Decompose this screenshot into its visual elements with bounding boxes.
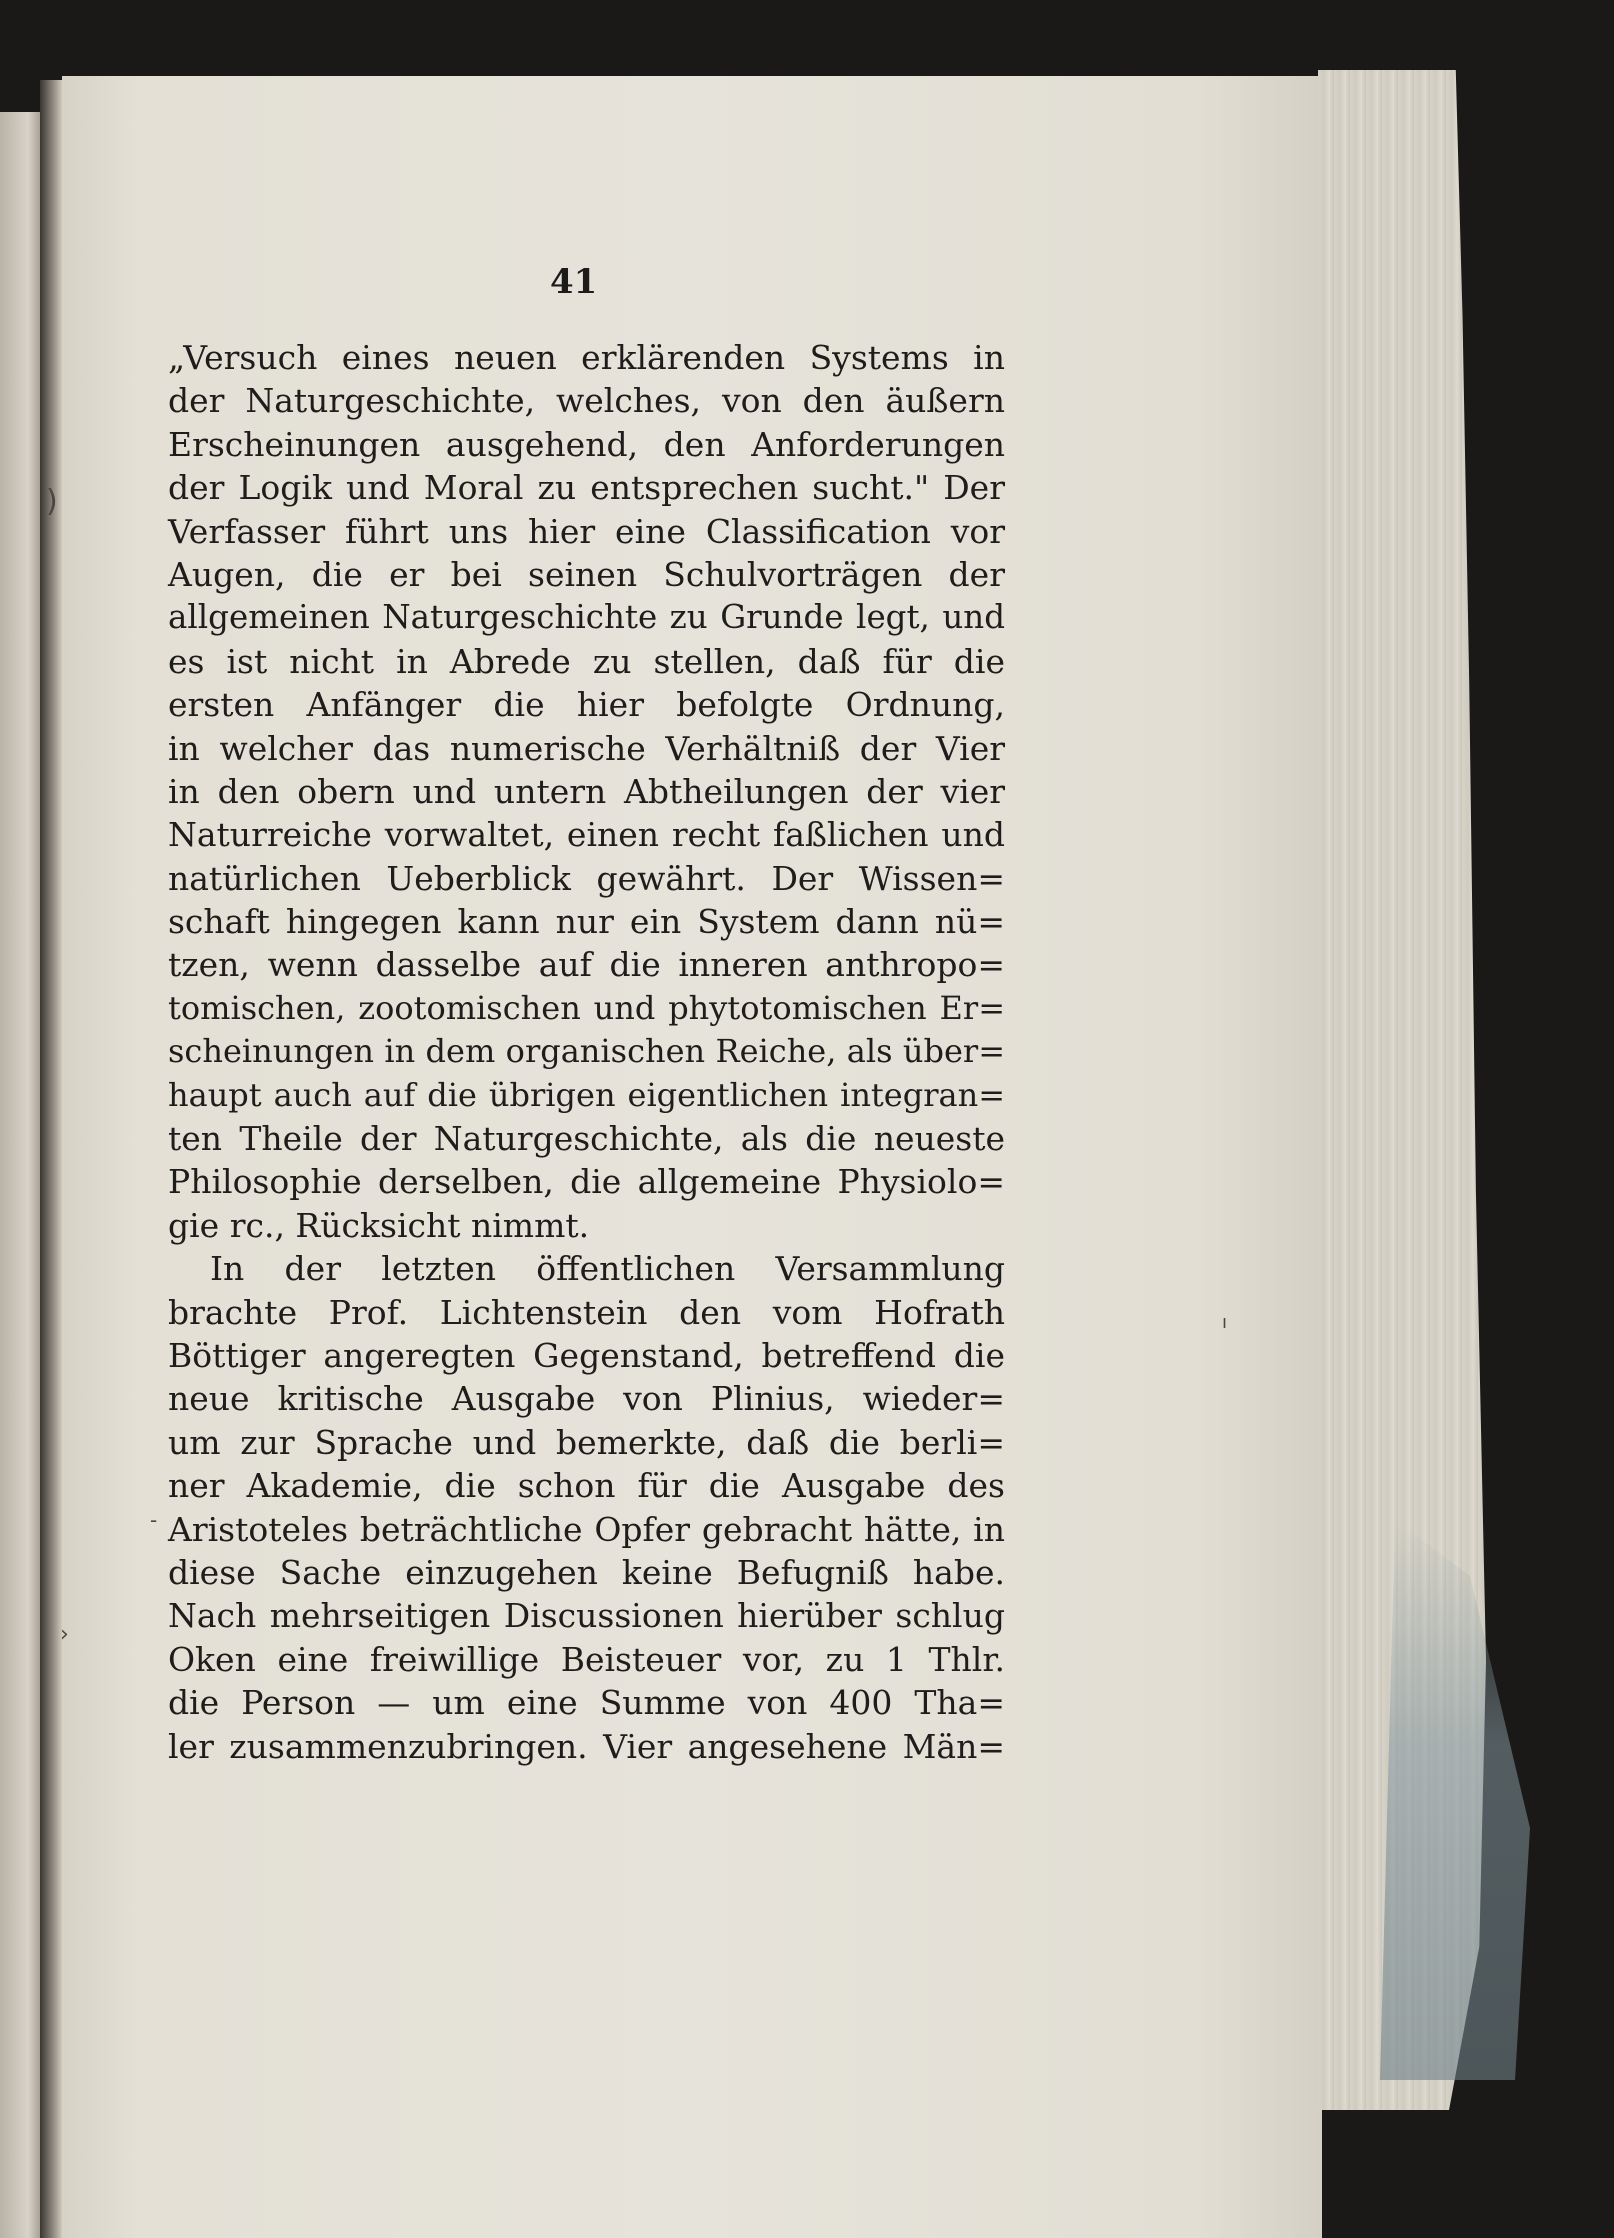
text-line: natürlichen Ueberblick gewährt. Der Wissen= [168, 858, 1005, 898]
text-line: Oken eine freiwillige Beisteuer vor, zu 1 Thlr. [168, 1639, 1005, 1679]
text-line: der Naturgeschichte, welches, von den äußern [168, 381, 1005, 421]
text-line: es ist nicht in Abrede zu stellen, daß für die [168, 641, 1005, 681]
text-line: ner Akademie, die schon für die Ausgabe des [168, 1466, 1005, 1506]
text-line: in den obern und untern Abtheilungen der vier [168, 771, 1005, 811]
left-page-edge [0, 112, 40, 2238]
text-line: der Logik und Moral zu entsprechen sucht." Der [168, 468, 1005, 508]
book-gutter [40, 80, 62, 2238]
text-line: Verfasser führt uns hier eine Classification vor [168, 511, 1005, 551]
text-line: ersten Anfänger die hier befolgte Ordnung, [168, 685, 1005, 725]
text-line: Augen, die er bei seinen Schulvorträgen der [168, 554, 1005, 594]
text-line: Naturreiche vorwaltet, einen recht faßlichen und [168, 815, 1005, 855]
text-line: gie rc., Rücksicht nimmt. [168, 1205, 590, 1245]
text-line: um zur Sprache und bemerkte, daß die berli= [168, 1422, 1005, 1462]
text-line: schaft hingegen kann nur ein System dann nü= [168, 902, 1005, 942]
text-line: tzen, wenn dasselbe auf die inneren anthropo= [168, 945, 1005, 985]
text-line: tomischen, zootomischen und phytotomischen Er= [168, 988, 1005, 1027]
text-line: In der letzten öffentlichen Versammlung [210, 1249, 1005, 1289]
text-line: die Person — um eine Summe von 400 Tha= [168, 1683, 1005, 1723]
text-line: ten Theile der Naturgeschichte, als die neueste [168, 1119, 1005, 1159]
text-line: haupt auch auf die übrigen eigentlichen integran= [168, 1075, 1005, 1114]
page-edge-shadow [1380, 1520, 1530, 2080]
body-text [168, 336, 1005, 1768]
text-line: neue kritische Ausgabe von Plinius, wieder= [168, 1379, 1005, 1419]
text-line: Philosophie derselben, die allgemeine Physiolo= [168, 1162, 1005, 1202]
text-line: ler zusammenzubringen. Vier angesehene Män= [168, 1726, 1005, 1766]
text-line: allgemeinen Naturgeschichte zu Grunde legt, und [168, 598, 1005, 637]
text-line: Erscheinungen ausgehend, den Anforderungen [168, 424, 1005, 464]
text-line: „Versuch eines neuen erklärenden Systems in [168, 338, 1005, 377]
margin-mark: - [150, 1508, 158, 1532]
margin-mark: ) [46, 484, 58, 519]
text-line: brachte Prof. Lichtenstein den vom Hofrath [168, 1292, 1005, 1332]
text-line: Nach mehrseitigen Discussionen hierüber schlug [168, 1596, 1005, 1636]
text-line: diese Sache einzugehen keine Befugniß habe. [168, 1552, 1005, 1592]
margin-mark: ı [1222, 1312, 1228, 1333]
text-line: in welcher das numerische Verhältniß der Vier [168, 728, 1005, 768]
text-line: scheinungen in dem organischen Reiche, als über= [168, 1032, 1005, 1071]
page-number: 41 [550, 262, 598, 302]
margin-mark: › [60, 1622, 69, 1647]
text-line: Böttiger angeregten Gegenstand, betreffend die [168, 1335, 1005, 1375]
text-line: Aristoteles beträchtliche Opfer gebracht hätte, in [168, 1509, 1005, 1549]
